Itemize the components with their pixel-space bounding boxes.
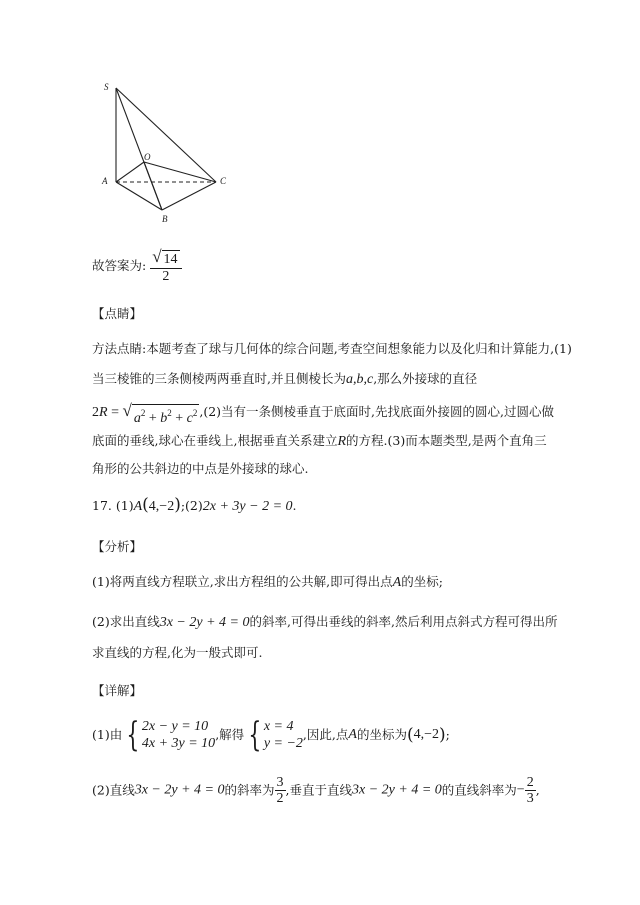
- comment-header: 【点睛】: [92, 306, 143, 321]
- comment-line-2: 当三棱锥的三条侧棱两两垂直时,并且侧棱长为a,b,c,那么外接球的直径: [92, 371, 478, 387]
- label-O: O: [144, 152, 151, 162]
- analysis-line-1: (1)将两直线方程联立,求出方程组的公共解,即可得出点A的坐标;: [92, 574, 443, 590]
- perp-slope-fraction: $\frac{2}{3}$: [526, 775, 534, 806]
- equation-system: { 2x − y = 10 4x + 3y = 10: [126, 715, 216, 755]
- label-A: A: [102, 176, 108, 186]
- q17-answer-line: 17. (1)A(4,−2);(2)2x + 3y − 2 = 0.: [92, 495, 297, 515]
- detail-line-1: (1)由 { 2x − y = 10 4x + 3y = 10 ,解得 { x = 4 y = −2 ,因此,点A的坐标为(4,−2);: [92, 715, 450, 755]
- analysis-line-2: (2)求出直线3x − 2y + 4 = 0的斜率,可得出垂线的斜率,然后利用点斜式方程可得出所: [92, 614, 558, 630]
- comment-line-1: 方法点睛:本题考查了球与几何体的综合问题,考查空间想象能力以及化归和计算能力,(1): [92, 341, 572, 356]
- detail-header: 【详解】: [92, 683, 143, 698]
- answer-line: [92, 248, 182, 284]
- answer-denominator: 2: [162, 269, 170, 284]
- edge-vars: a,b,c: [345, 372, 374, 387]
- analysis-header: 【分析】: [92, 539, 143, 554]
- label-C: C: [220, 176, 227, 186]
- tetrahedron-figure: [100, 78, 240, 228]
- answer-prefix: 故答案为:: [92, 258, 147, 273]
- answer-fraction: √ 14 2: [150, 248, 181, 284]
- analysis-line-3: 求直线的方程,化为一般式即可.: [92, 645, 263, 660]
- label-S: S: [104, 82, 109, 92]
- comment-line-3: 2R = √ $a^2 + b^2 + c^2$ ,(2)当有一条侧棱垂直于底面时,先找底面外接圆的圆心,过圆心做: [92, 401, 554, 426]
- detail-line-2: (2)直线3x − 2y + 4 = 0的斜率为 $\frac{3}{2}$ ,垂直于直线3x − 2y + 4 = 0的直线斜率为− $\frac{2}{3}$ ,: [92, 775, 540, 806]
- slope-fraction: $\frac{3}{2}$: [276, 775, 284, 806]
- answer-radicand: 14: [163, 252, 178, 267]
- comment-line-5: 角形的公共斜边的中点是外接球的球心.: [92, 461, 309, 476]
- label-B: B: [162, 214, 168, 224]
- comment-line-4: 底面的垂线,球心在垂线上,根据垂直关系建立R的方程.(3)而本题类型,是两个直角三: [92, 433, 547, 449]
- diameter-lhs: 2R: [92, 405, 108, 420]
- solution-system: { x = 4 y = −2: [248, 715, 303, 755]
- diameter-formula: √ $a^2 + b^2 + c^2$: [122, 401, 198, 426]
